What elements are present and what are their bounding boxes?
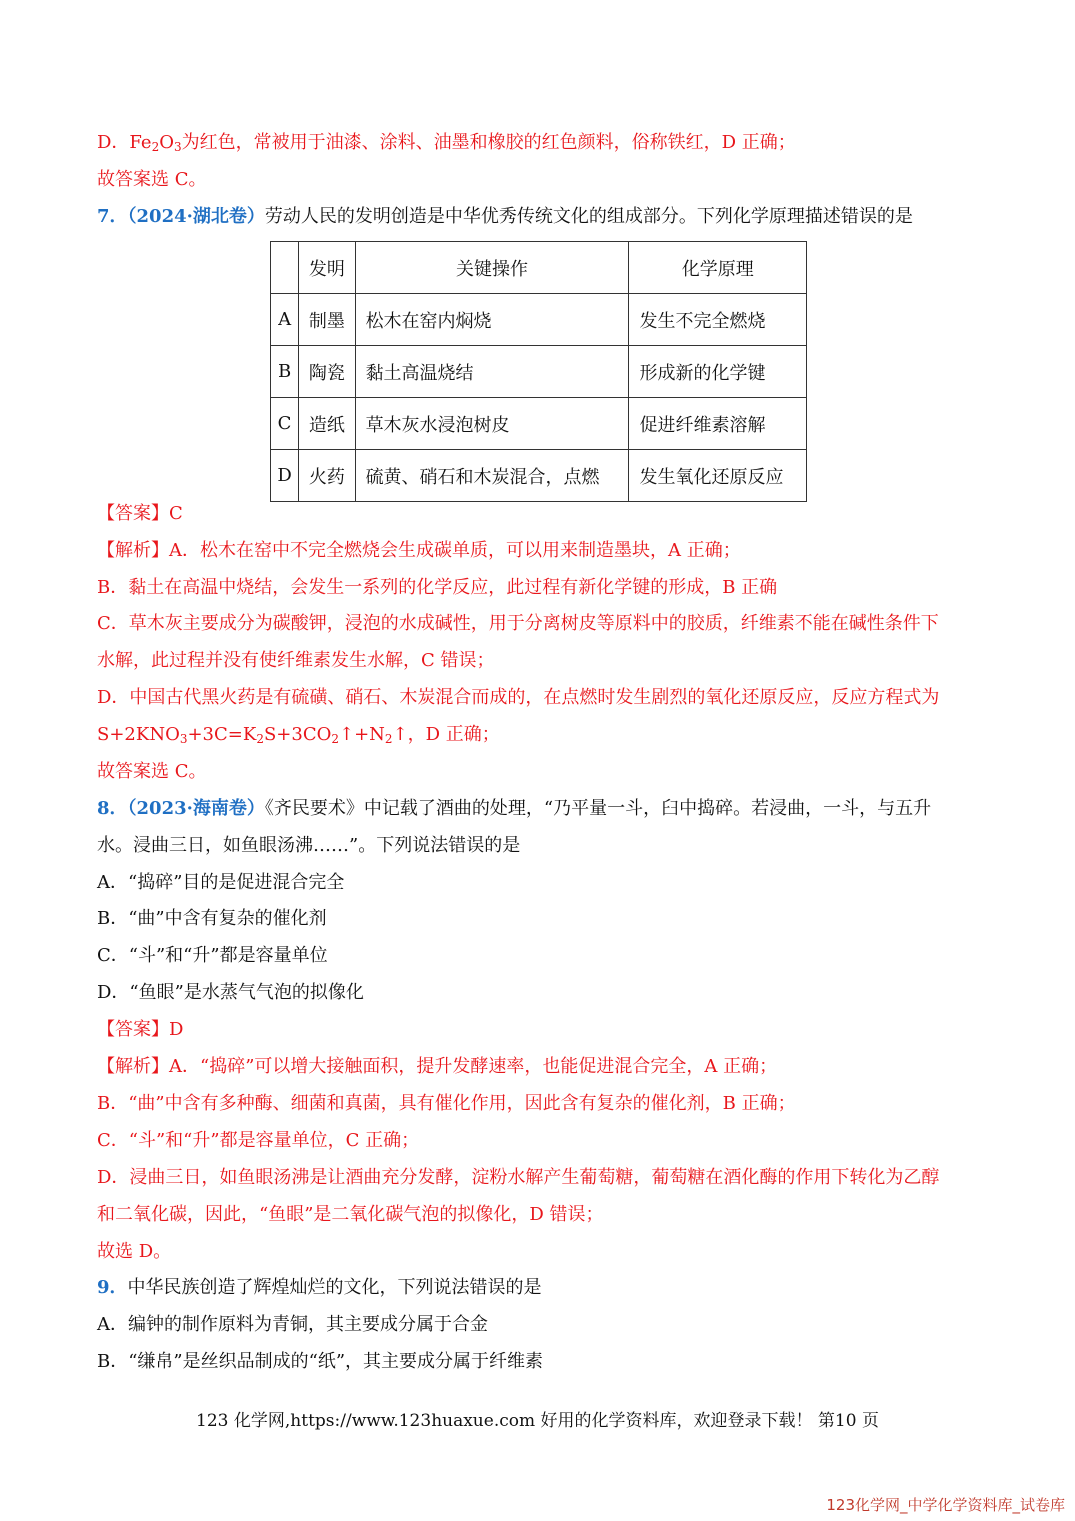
table-cell: 促进纤维素溶解 [629, 398, 807, 450]
table-cell [271, 242, 299, 294]
table-header: 关键操作 [355, 242, 629, 294]
q8-analysis-c: C．“斗”和“升”都是容量单位，C 正确； [97, 1130, 420, 1151]
table-row [271, 398, 807, 450]
table-cell: C [271, 398, 299, 450]
watermark-text: 123化学网_中学化学资料库_试卷库 [826, 1496, 1065, 1514]
answer-value: C [169, 503, 183, 524]
q6-analysis-d: D．$Fe_2O_3$为红色，常被用于油漆、涂料、油墨和橡胶的红色颜料，俗称铁红，D 正确； [97, 132, 796, 154]
table-row [271, 450, 807, 502]
q8-analysis-d1: D．浸曲三日，如鱼眼汤沸是让酒曲充分发酵，淀粉水解产生葡萄糖，葡萄糖在酒化酶的作用下转化为乙醇 [97, 1167, 940, 1188]
q8-stem-cont: 水。浸曲三日，如鱼眼汤沸……”。下列说法错误的是 [97, 835, 521, 856]
q8-option-c: C．“斗”和“升”都是容量单位 [97, 945, 328, 966]
q7-analysis-a: 【解析】A．松木在窑中不完全燃烧会生成碳单质，可以用来制造墨块，A 正确； [97, 540, 741, 561]
q8-stem: 8．（2023·海南卷）《齐民要术》中记载了酒曲的处理，“乃平量一斗，臼中捣碎。若浸曲，一斗，与五升 [97, 798, 932, 819]
q8-analysis-b: B．“曲”中含有多种酶、细菌和真菌，具有催化作用，因此含有复杂的催化剂，B 正确； [97, 1093, 796, 1114]
table-cell: 黏土高温烧结 [355, 346, 629, 398]
table-cell: 制墨 [299, 294, 355, 346]
q8-number: 8． [97, 798, 128, 819]
table-cell: D [271, 450, 299, 502]
table-row [271, 294, 807, 346]
table-cell: 陶瓷 [299, 346, 355, 398]
table-cell: 形成新的化学键 [629, 346, 807, 398]
table-row [271, 346, 807, 398]
table-cell: 发生氧化还原反应 [629, 450, 807, 502]
q9-option-b: B．“缣帛”是丝织品制成的“纸”，其主要成分属于纤维素 [97, 1351, 544, 1372]
q7-analysis-d1: D．中国古代黑火药是有硫磺、硝石、木炭混合而成的，在点燃时发生剧烈的氧化还原反应，反应方程式为 [97, 687, 940, 708]
q8-analysis-d2: 和二氧化碳，因此，“鱼眼”是二氧化碳气泡的拟像化，D 错误； [97, 1204, 604, 1225]
table-cell: 松木在窑内焖烧 [355, 294, 629, 346]
q7-analysis-c2: 水解，此过程并没有使纤维素发生水解，C 错误； [97, 650, 495, 671]
page-footer: 123 化学网,https://www.123huaxue.com 好用的化学资料库，欢迎登录下载！ 第10 页 [196, 1411, 879, 1431]
table-cell: A [271, 294, 299, 346]
q8-conclusion: 故选 D。 [97, 1241, 172, 1262]
answer-tag: 【答案】 [97, 503, 169, 524]
table-cell: 造纸 [299, 398, 355, 450]
table-header: 化学原理 [629, 242, 807, 294]
table-cell: 发生不完全燃烧 [629, 294, 807, 346]
analysis-tag: 【解析】 [97, 1056, 169, 1077]
q9-stem: 9．中华民族创造了辉煌灿烂的文化，下列说法错误的是 [97, 1277, 542, 1298]
table-cell: 草木灰水浸泡树皮 [355, 398, 629, 450]
q7-table [270, 241, 807, 502]
table-row [271, 242, 807, 294]
q9-option-a: A．编钟的制作原料为青铜，其主要成分属于合金 [97, 1314, 488, 1335]
q7-equation: $S+2KNO_3+3C=K_2S+3CO_2↑+N_2↑$，D 正确； [97, 724, 500, 746]
table-cell: B [271, 346, 299, 398]
q7-stem [97, 204, 913, 230]
q7-stem-text: 劳动人民的发明创造是中华优秀传统文化的组成部分。下列化学原理描述错误的是 [264, 206, 913, 227]
q8-option-b: B．“曲”中含有复杂的催化剂 [97, 908, 327, 929]
table-header: 发明 [299, 242, 355, 294]
q8-option-d: D．“鱼眼”是水蒸气气泡的拟像化 [97, 982, 364, 1003]
q7-number: 7． [97, 206, 128, 227]
q7-analysis-b: B．黏土在高温中烧结，会发生一系列的化学反应，此过程有新化学键的形成，B 正确 [97, 577, 778, 598]
q8-source: （2023·海南卷） [127, 798, 265, 819]
q9-number: 9． [97, 1277, 128, 1298]
analysis-tag: 【解析】 [97, 540, 169, 561]
q7-source: （2024·湖北卷） [127, 206, 265, 227]
table-cell: 硫黄、硝石和木炭混合，点燃 [355, 450, 629, 502]
q8-option-a: A．“捣碎”目的是促进混合完全 [97, 872, 345, 893]
q6-conclusion: 故答案选 C。 [97, 169, 207, 190]
table-cell: 火药 [299, 450, 355, 502]
answer-value: D [169, 1019, 184, 1040]
q7-analysis-c1: C．草木灰主要成分为碳酸钾，浸泡的水成碱性，用于分离树皮等原料中的胶质，纤维素不能在碱性条件下 [97, 613, 939, 634]
answer-tag: 【答案】 [97, 1019, 169, 1040]
q7-conclusion: 故答案选 C。 [97, 761, 207, 782]
q8-answer [97, 1017, 183, 1043]
q7-answer [97, 501, 183, 527]
q8-analysis-a: 【解析】A．“捣碎”可以增大接触面积，提升发酵速率，也能促进混合完全，A 正确； [97, 1056, 778, 1077]
